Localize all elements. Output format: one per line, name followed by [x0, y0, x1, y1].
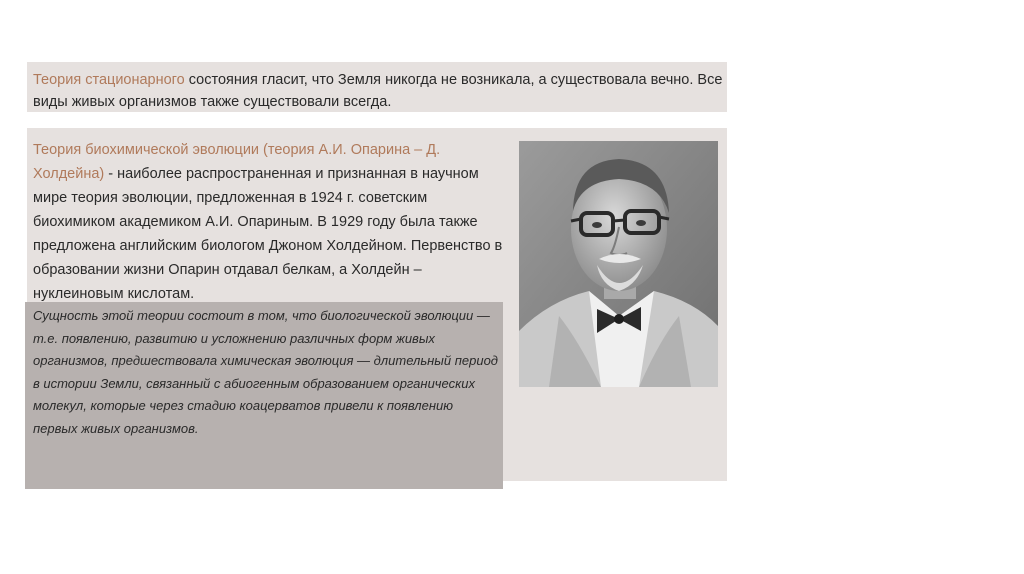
- stationary-theory-highlight: Теория стационарного: [33, 72, 185, 88]
- theory-essence-text: Сущность этой теории состоит в том, что биологической эволюции — т.е. появлению, развитию и усложнению различных форм живых организмов, предшествовала химическая эволюция — длительный период в истории Земли, связанный с абиогенным образованием органических молекул, которые через стадию коацерватов привели к появлению первых живых организмов.: [33, 308, 498, 436]
- biochemical-theory-text: [33, 138, 503, 306]
- portrait-illustration: [519, 141, 718, 387]
- stationary-theory-box: [27, 62, 727, 112]
- portrait-photo: [519, 141, 718, 387]
- biochemical-theory-body: - наиболее распространенная и признанная в научном мире теория эволюции, предложенная в 1924 г. советским биохимиком академиком А.И. Опариным. В 1929 году была также предложена английским биологом Джоном Холдейном. Первенство в образовании жизни Опарин отдавал белкам, а Холдейн – нуклеиновым кислотам.: [33, 166, 503, 302]
- theory-essence-box: [25, 302, 503, 489]
- biochemical-theory-highlight: Теория биохимической эволюции (теория А.И. Опарина – Д. Холдейна): [33, 142, 441, 182]
- stationary-theory-body: состояния гласит, что Земля никогда не возникала, а существовала вечно. Все виды живых организмов также существовали всегда.: [33, 72, 723, 110]
- stationary-theory-text: [33, 69, 723, 113]
